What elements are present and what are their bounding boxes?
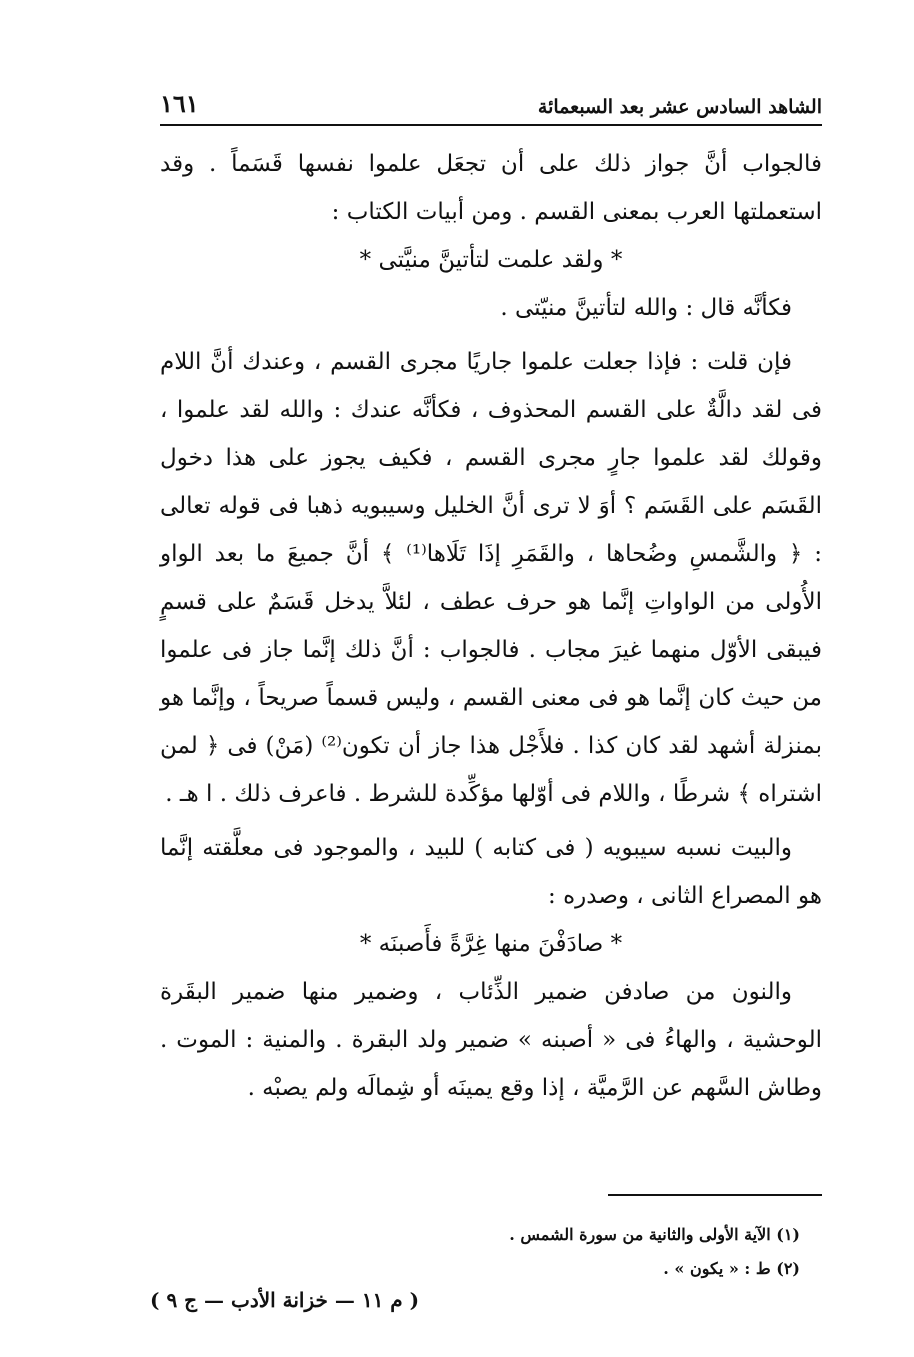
verse-line: * صادَفْنَ منها غِرَّةً فأَصبنَه * bbox=[359, 931, 623, 957]
running-head bbox=[160, 72, 822, 126]
paragraph-explanation: والنون من صادفن ضمير الذِّئاب ، وضمير منها ضمير البقَرة الوحشية ، والهاءُ فى « أصبنه » ضمير ولد البقرة . والمنية : الموت . وطاش السَّهم عن الرَّميَّة ، إذا وقع يمينَه أو شِمالَه ولم يصبْه . bbox=[160, 979, 822, 1101]
signature-mark: ( م ١١ — خزانة الأدب — ج ٩ ) bbox=[150, 1288, 420, 1312]
footnote: (١) الآية الأولى والثانية من سورة الشمس . bbox=[509, 1225, 800, 1244]
body-text bbox=[160, 140, 822, 1112]
page-number: ١٦١ bbox=[160, 89, 199, 118]
paragraph-so-he-said: فكأنَّه قال : والله لتأتينَّ منيّتى . bbox=[500, 295, 792, 321]
running-head-title: الشاهد السادس عشر بعد السبعمائة bbox=[537, 96, 822, 118]
footnote-divider bbox=[608, 1194, 822, 1196]
paragraph-objection: فإن قلت : فإذا جعلت علموا جاريًا مجرى القسم ، وعندك أنَّ اللام فى لقد دالَّةٌ على القسم المحذوف ، فكأنَّه عندك : والله لقد علموا ، وقولك لقد علموا جارٍ مجرى القسم ، فكيف يجوز على هذا دخول القَسَم على القَسَم ؟ أوَ لا ترى أنَّ الخليل وسيبويه ذهبا فى قوله تعالى : ﴿ والشَّمسِ وضُحاها ، والقَمَرِ إذَا تَلَاها⁽¹⁾ ﴾ أنَّ جميعَ ما بعد الواو الأُولى من الواواتِ إنَّما هو حرف عطف ، لئلاَّ يدخل قَسَمٌ على قسمٍ فيبقى الأوّل منهما غيرَ مجاب . فالجواب : أنَّ ذلك إنَّما جاز فى علموا من حيث كان إنَّما هو فى معنى القسم ، وليس قسماً صريحاً ، وإنَّما هو بمنزلة أشهد لقد كان كذا . فلأَجْل هذا جاز أن تكون⁽²⁾ (مَنْ) فى ﴿ لمن اشتراه ﴾ شرطًا ، واللام فى أوّلها مؤكِّدة للشرط . فاعرف ذلك . ا هـ . bbox=[160, 349, 822, 807]
paragraph-attribution: والبيت نسبه سيبويه ( فى كتابه ) للبيد ، والموجود فى معلَّقته إنَّما هو المصراع الثانى ، وصدره : bbox=[160, 835, 822, 909]
paragraph-answer: فالجواب أنَّ جواز ذلك على أن تجعَل علموا نفسها قَسَماً . وقد استعملتها العرب بمعنى القسم . ومن أبيات الكتاب : bbox=[160, 151, 822, 225]
footnote: (٢) ط : « يكون » . bbox=[663, 1259, 800, 1278]
verse-line: * ولقد علمت لتأتينَّ منيَّتى * bbox=[359, 247, 623, 273]
footnotes bbox=[360, 1218, 800, 1286]
